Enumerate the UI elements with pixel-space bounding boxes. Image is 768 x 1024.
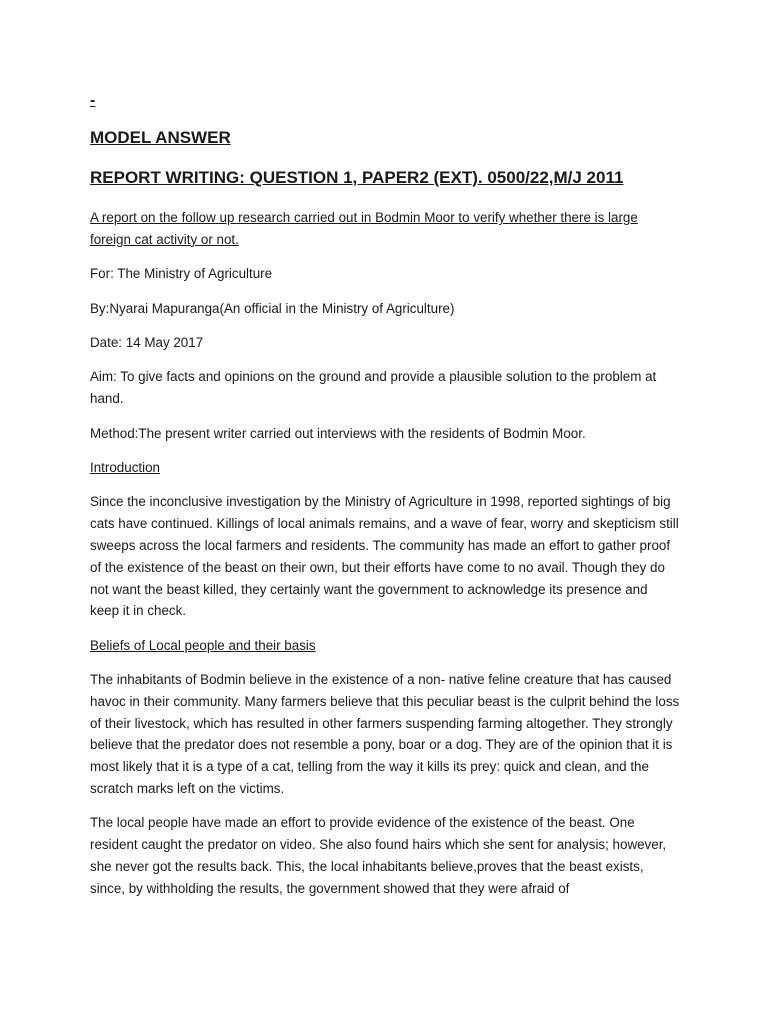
date-line: Date: 14 May 2017	[90, 334, 204, 350]
introduction-paragraph: Since the inconclusive investigation by the Ministry of Agriculture in 1998, reported sightings of big cats have continued. Killings of local animals remains, and a wave of fear, worry and skepticism still sweeps across the local farmers and residents. The community has made an effort to gather proof of the existence of the beast on their own, but their efforts have come to no avail. Though they do not want the beast killed, they certainly want the government to acknowledge its presence and keep it in check.	[90, 494, 679, 619]
method-line: Method:The present writer carried out interviews with the residents of Bodmin Moor.	[90, 425, 586, 441]
beliefs-paragraph-2: The local people have made an effort to provide evidence of the existence of the beast. One resident caught the predator on video. She also found hairs which she sent for analysis; however, she never got the results back. This, the local inhabitants believe,proves that the beast exists, since, by withholding the results, the government showed that they were afraid of	[90, 815, 667, 896]
aim-line: Aim: To give facts and opinions on the ground and provide a plausible solution to the problem at hand.	[90, 369, 657, 407]
beliefs-paragraph-1: The inhabitants of Bodmin believe in the existence of a non- native feline creature that has caused havoc in their community. Many farmers believe that this peculiar beast is the culprit behind the loss of their livestock, which has resulted in other farmers suspending farming altogether. They strongly believe that the predator does not resemble a pony, boar or a dog. They are of the opinion that it is most likely that it is a type of a cat, telling from the way it kills its prey: quick and clean, and the scratch marks left on the victims.	[90, 672, 680, 797]
dash-mark: -	[90, 92, 96, 109]
document-page	[90, 92, 680, 912]
beliefs-heading: Beliefs of Local people and their basis	[90, 637, 316, 653]
document-subtitle: REPORT WRITING: QUESTION 1, PAPER2 (EXT). 0500/22,M/J 2011	[90, 168, 624, 187]
introduction-heading: Introduction	[90, 459, 160, 475]
by-line: By:Nyarai Mapuranga(An official in the Ministry of Agriculture)	[90, 300, 455, 316]
for-line: For: The Ministry of Agriculture	[90, 266, 273, 282]
report-intro-line: A report on the follow up research carried out in Bodmin Moor to verify whether there is large foreign cat activity or not.	[90, 210, 638, 247]
document-title: MODEL ANSWER	[90, 128, 231, 147]
